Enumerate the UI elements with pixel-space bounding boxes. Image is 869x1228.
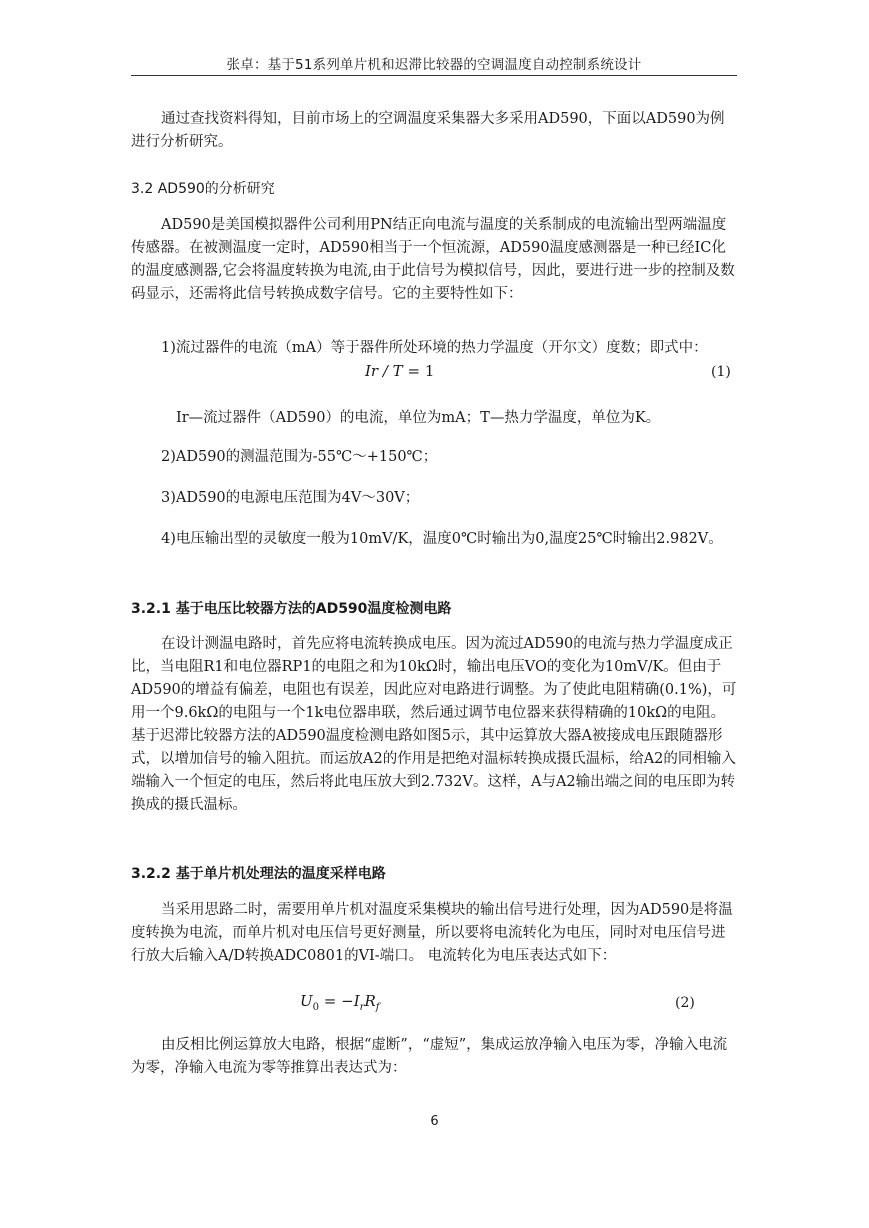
equation-1-rhs: 1	[424, 362, 435, 380]
equation-2-mid: = −	[319, 992, 354, 1010]
mcu-sampling-paragraph: 当采用思路二时，需要用单片机对温度采集模块的输出信号进行处理，因为AD590是将温度转换为电流，而单片机对电压信号更好测量，所以要将电流转化为电压，同时对电压信号进行放大后输入A/D转换ADC0801的VI-端口。 电流转化为电压表达式如下：	[131, 902, 733, 964]
equation-2-r-sub: f	[375, 1002, 380, 1013]
intro-paragraph: 通过查找资料得知，目前市场上的空调温度采集器大多采用AD590，下面以AD590为例进行分析研究。	[131, 111, 725, 150]
voltage-comparator-paragraph: 在设计测温电路时，首先应将电流转换成电压。因为流过AD590的电流与热力学温度成正比，当电阻R1和电位器RP1的电阻之和为10kΩ时，输出电压VO的变化为10mV/K。但由于AD590的增益有偏差，电阻也有误差，因此应对电路进行调整。为了使此电阻精确(0.1%)，可用一个9.6kΩ的电阻与一个1k电位器串联，然后通过调节电位器来获得精确的10kΩ的电阻。基于迟滞比较器方法的AD590温度检测电路如图5示，其中运算放大器A被接成电压跟随器形式，以增加信号的输入阻抗。而运放A2的作用是把绝对温标转换成摄氏温标，给A2的同相输入端输入一个恒定的电压，然后将此电压放大到2.732V。这样，A与A2输出端之间的电压即为转换成的摄氏温标。	[131, 636, 737, 813]
equation-2-i: I	[353, 992, 360, 1010]
page-number: 6	[430, 1114, 439, 1129]
ad590-description-paragraph: AD590是美国模拟器件公司利用PN结正向电流与温度的关系制成的电流输出型两端温度传感器。在被测温度一定时，AD590相当于一个恒流源，AD590温度感测器是一种已经IC化的温度感测器,它会将温度转换为电流,由于此信号为模拟信号，因此，要进行进一步的控制及数码显示，还需将此信号转换成数字信号。它的主要特性如下：	[131, 217, 735, 302]
equation-1	[365, 362, 434, 380]
equation-2-u-sub: 0	[312, 1002, 320, 1013]
equation-2-number: (2)	[675, 995, 695, 1011]
feature-item-2: 2)AD590的测温范围为-55℃～+150℃；	[161, 449, 438, 465]
equation-2-r: R	[364, 992, 376, 1010]
feature-item-4: 4)电压输出型的灵敏度一般为10mV/K，温度0℃时输出为0,温度25℃时输出2.982V。	[161, 531, 723, 547]
inverting-amplifier-paragraph: 由反相比例运算放大电路，根据“虚断”，“虚短”，集成运放净输入电压为零，净输入电流为零，净输入电流为零等推算出表达式为：	[131, 1037, 728, 1076]
equation-2-i-sub: r	[359, 1002, 365, 1013]
equation-1-number: (1)	[711, 364, 731, 380]
section-heading-3-2-1: 3.2.1 基于电压比较器方法的AD590温度检测电路	[131, 601, 452, 617]
equation-2-u: U	[300, 992, 313, 1010]
section-heading-3-2-2: 3.2.2 基于单片机处理法的温度采样电路	[131, 866, 386, 882]
equation-1-equals: =	[402, 362, 425, 380]
equation-1-lhs: Ir / T	[365, 362, 403, 380]
section-heading-3-2: 3.2 AD590的分析研究	[131, 181, 275, 197]
equation-2	[300, 992, 379, 1013]
running-header: 张卓：基于51系列单片机和迟滞比较器的空调温度自动控制系统设计	[226, 57, 642, 73]
feature-item-1: 1)流过器件的电流（mA）等于器件所处环境的热力学温度（开尔文）度数；即式中：	[161, 340, 708, 356]
header-rule	[131, 75, 737, 76]
feature-item-3: 3)AD590的电源电压范围为4V～30V；	[161, 490, 420, 506]
equation-1-note: Ir—流过器件（AD590）的电流，单位为mA；T—热力学温度，单位为K。	[176, 410, 661, 426]
